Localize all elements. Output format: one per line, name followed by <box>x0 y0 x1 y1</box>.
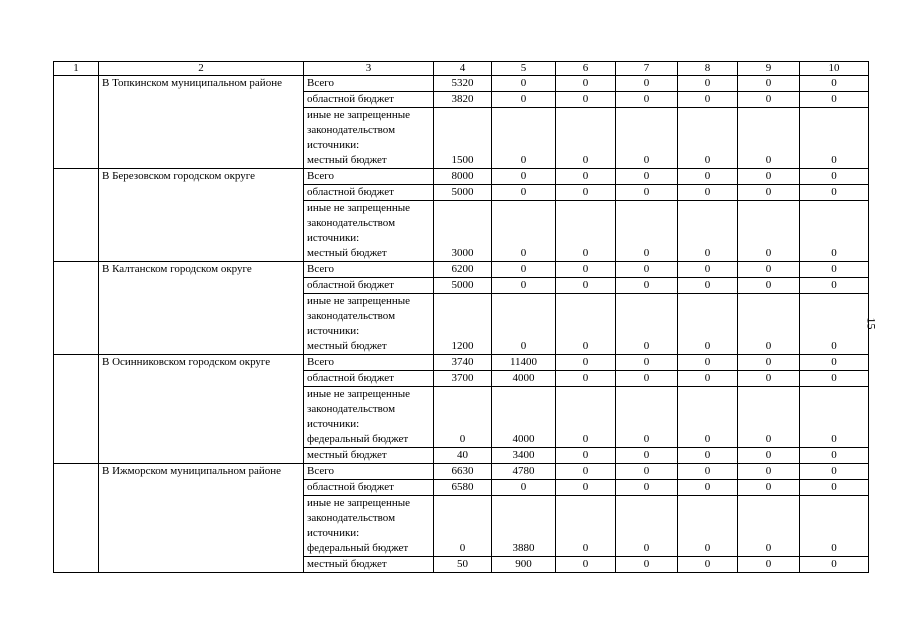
value-cell: 0 <box>616 185 678 201</box>
value-cell: 4780 <box>492 464 556 480</box>
value-cell: 11400 <box>492 355 556 371</box>
value-cell: 0 <box>492 480 556 496</box>
value-cell: 0 <box>434 387 492 448</box>
value-cell: 0 <box>738 355 800 371</box>
source-line: законодательством <box>307 310 396 322</box>
value-cell: 0 <box>556 201 616 262</box>
value-cell: 0 <box>616 92 678 108</box>
value-cell: 0 <box>800 480 869 496</box>
table-row <box>54 355 869 371</box>
value-cell: 0 <box>738 201 800 262</box>
value-cell: 0 <box>492 201 556 262</box>
source-line: иные не запрещенные <box>307 388 411 400</box>
source-line: источники: <box>307 232 360 244</box>
value-cell: 0 <box>800 387 869 448</box>
header-cell: 3 <box>304 62 434 76</box>
value-cell: 0 <box>492 92 556 108</box>
value-cell: 0 <box>738 387 800 448</box>
value-cell: 0 <box>800 76 869 92</box>
source-line: законодательством <box>307 403 396 415</box>
value-cell: 0 <box>678 108 738 169</box>
header-cell: 5 <box>492 62 556 76</box>
table-row <box>54 464 869 480</box>
source-line: источники: <box>307 139 360 151</box>
territory-name: В Осинниковском городском округе <box>99 355 304 464</box>
source-line: иные не запрещенные <box>307 109 411 121</box>
sub-source-label: местный бюджет <box>307 247 387 259</box>
value-cell: 0 <box>678 387 738 448</box>
value-cell: 0 <box>616 355 678 371</box>
value-cell: 0 <box>800 201 869 262</box>
value-cell: 0 <box>678 76 738 92</box>
value-cell: 8000 <box>434 169 492 185</box>
sub-source-label: федеральный бюджет <box>307 433 409 445</box>
value-cell: 0 <box>492 262 556 278</box>
value-cell: 0 <box>556 76 616 92</box>
source-line: источники: <box>307 325 360 337</box>
value-cell: 1500 <box>434 108 492 169</box>
value-cell: 0 <box>616 278 678 294</box>
value-cell: 0 <box>678 480 738 496</box>
value-cell: 6200 <box>434 262 492 278</box>
value-cell: 0 <box>616 557 678 573</box>
funding-source-label: областной бюджет <box>304 278 434 294</box>
header-cell: 4 <box>434 62 492 76</box>
value-cell: 0 <box>678 371 738 387</box>
value-cell: 0 <box>556 496 616 557</box>
value-cell: 0 <box>738 185 800 201</box>
value-cell: 3700 <box>434 371 492 387</box>
value-cell: 0 <box>556 557 616 573</box>
value-cell: 0 <box>738 294 800 355</box>
funding-source-label <box>304 108 434 169</box>
value-cell: 3400 <box>492 448 556 464</box>
value-cell: 0 <box>556 371 616 387</box>
value-cell: 0 <box>678 464 738 480</box>
funding-source-label: областной бюджет <box>304 480 434 496</box>
value-cell: 0 <box>556 108 616 169</box>
value-cell: 0 <box>678 355 738 371</box>
value-cell: 0 <box>616 169 678 185</box>
page-number: 15 <box>864 317 879 330</box>
source-line: иные не запрещенные <box>307 295 411 307</box>
value-cell: 0 <box>678 294 738 355</box>
value-cell: 0 <box>492 278 556 294</box>
table-row <box>54 262 869 278</box>
value-cell: 0 <box>616 201 678 262</box>
funding-source-label: областной бюджет <box>304 371 434 387</box>
value-cell: 0 <box>492 185 556 201</box>
value-cell: 0 <box>738 480 800 496</box>
value-cell: 4000 <box>492 371 556 387</box>
value-cell: 0 <box>738 92 800 108</box>
value-cell: 0 <box>556 278 616 294</box>
value-cell: 0 <box>800 169 869 185</box>
value-cell: 3820 <box>434 92 492 108</box>
value-cell: 0 <box>556 448 616 464</box>
row-number-cell <box>54 262 99 355</box>
value-cell: 0 <box>616 496 678 557</box>
value-cell: 0 <box>556 387 616 448</box>
value-cell: 0 <box>800 496 869 557</box>
funding-source-label: Всего <box>304 464 434 480</box>
value-cell: 0 <box>556 355 616 371</box>
value-cell: 3740 <box>434 355 492 371</box>
value-cell: 0 <box>800 294 869 355</box>
value-cell: 5000 <box>434 185 492 201</box>
value-cell: 0 <box>738 169 800 185</box>
value-cell: 0 <box>492 108 556 169</box>
value-cell: 4000 <box>492 387 556 448</box>
source-line: иные не запрещенные <box>307 497 411 509</box>
row-number-cell <box>54 169 99 262</box>
value-cell: 0 <box>616 76 678 92</box>
value-cell: 0 <box>556 169 616 185</box>
table-row <box>54 169 869 185</box>
sub-source-label: местный бюджет <box>307 340 387 352</box>
territory-name: В Калтанском городском округе <box>99 262 304 355</box>
value-cell: 6580 <box>434 480 492 496</box>
value-cell: 0 <box>800 557 869 573</box>
value-cell: 900 <box>492 557 556 573</box>
funding-source-label <box>304 201 434 262</box>
value-cell: 0 <box>678 557 738 573</box>
value-cell: 0 <box>800 92 869 108</box>
sub-source-label: федеральный бюджет <box>307 542 409 554</box>
table-row <box>54 76 869 92</box>
value-cell: 0 <box>738 262 800 278</box>
funding-source-label: областной бюджет <box>304 92 434 108</box>
source-line: источники: <box>307 418 360 430</box>
value-cell: 0 <box>678 185 738 201</box>
value-cell: 1200 <box>434 294 492 355</box>
value-cell: 0 <box>800 108 869 169</box>
funding-source-label: Всего <box>304 169 434 185</box>
value-cell: 0 <box>738 108 800 169</box>
value-cell: 0 <box>616 108 678 169</box>
funding-source-label <box>304 387 434 448</box>
value-cell: 0 <box>678 448 738 464</box>
value-cell: 0 <box>616 262 678 278</box>
header-cell: 8 <box>678 62 738 76</box>
value-cell: 0 <box>678 92 738 108</box>
funding-source-label: Всего <box>304 262 434 278</box>
value-cell: 0 <box>738 464 800 480</box>
value-cell: 0 <box>678 278 738 294</box>
value-cell: 0 <box>800 278 869 294</box>
value-cell: 0 <box>616 464 678 480</box>
value-cell: 0 <box>678 262 738 278</box>
row-number-cell <box>54 464 99 573</box>
header-cell: 6 <box>556 62 616 76</box>
value-cell: 0 <box>616 387 678 448</box>
sub-source-label: местный бюджет <box>307 558 387 570</box>
value-cell: 0 <box>800 371 869 387</box>
header-cell: 9 <box>738 62 800 76</box>
value-cell: 0 <box>738 557 800 573</box>
value-cell: 0 <box>556 185 616 201</box>
value-cell: 0 <box>616 480 678 496</box>
header-cell: 2 <box>99 62 304 76</box>
funding-source-label <box>304 294 434 355</box>
source-line: иные не запрещенные <box>307 202 411 214</box>
value-cell: 0 <box>556 294 616 355</box>
territory-name: В Березовском городском округе <box>99 169 304 262</box>
value-cell: 3880 <box>492 496 556 557</box>
value-cell: 6630 <box>434 464 492 480</box>
value-cell: 0 <box>800 185 869 201</box>
value-cell: 0 <box>678 496 738 557</box>
value-cell: 3000 <box>434 201 492 262</box>
header-cell: 10 <box>800 62 869 76</box>
source-line: источники: <box>307 527 360 539</box>
value-cell: 0 <box>556 262 616 278</box>
value-cell: 40 <box>434 448 492 464</box>
value-cell: 0 <box>556 92 616 108</box>
value-cell: 0 <box>616 448 678 464</box>
value-cell: 0 <box>616 294 678 355</box>
source-line: законодательством <box>307 512 396 524</box>
header-row <box>54 62 869 76</box>
value-cell: 0 <box>616 371 678 387</box>
funding-source-label: областной бюджет <box>304 185 434 201</box>
funding-source-label <box>304 557 434 573</box>
value-cell: 0 <box>800 464 869 480</box>
value-cell: 0 <box>800 355 869 371</box>
source-line: законодательством <box>307 124 396 136</box>
value-cell: 0 <box>738 496 800 557</box>
funding-source-label: Всего <box>304 355 434 371</box>
sub-source-label: местный бюджет <box>307 449 387 461</box>
table-body <box>54 76 869 573</box>
header-cell: 1 <box>54 62 99 76</box>
value-cell: 0 <box>738 371 800 387</box>
value-cell: 50 <box>434 557 492 573</box>
source-line: законодательством <box>307 217 396 229</box>
value-cell: 0 <box>800 262 869 278</box>
funding-source-label: Всего <box>304 76 434 92</box>
row-number-cell <box>54 355 99 464</box>
header-cell: 7 <box>616 62 678 76</box>
row-number-cell <box>54 76 99 169</box>
value-cell: 0 <box>556 464 616 480</box>
budget-table <box>53 61 869 573</box>
sub-source-label: местный бюджет <box>307 154 387 166</box>
value-cell: 0 <box>556 480 616 496</box>
value-cell: 5000 <box>434 278 492 294</box>
territory-name: В Топкинском муниципальном районе <box>99 76 304 169</box>
funding-source-label <box>304 448 434 464</box>
territory-name: В Ижморском муниципальном районе <box>99 464 304 573</box>
value-cell: 0 <box>492 294 556 355</box>
value-cell: 0 <box>738 76 800 92</box>
value-cell: 0 <box>678 201 738 262</box>
funding-source-label <box>304 496 434 557</box>
value-cell: 0 <box>800 448 869 464</box>
value-cell: 0 <box>678 169 738 185</box>
value-cell: 0 <box>492 76 556 92</box>
value-cell: 0 <box>738 278 800 294</box>
value-cell: 5320 <box>434 76 492 92</box>
value-cell: 0 <box>434 496 492 557</box>
value-cell: 0 <box>738 448 800 464</box>
value-cell: 0 <box>492 169 556 185</box>
